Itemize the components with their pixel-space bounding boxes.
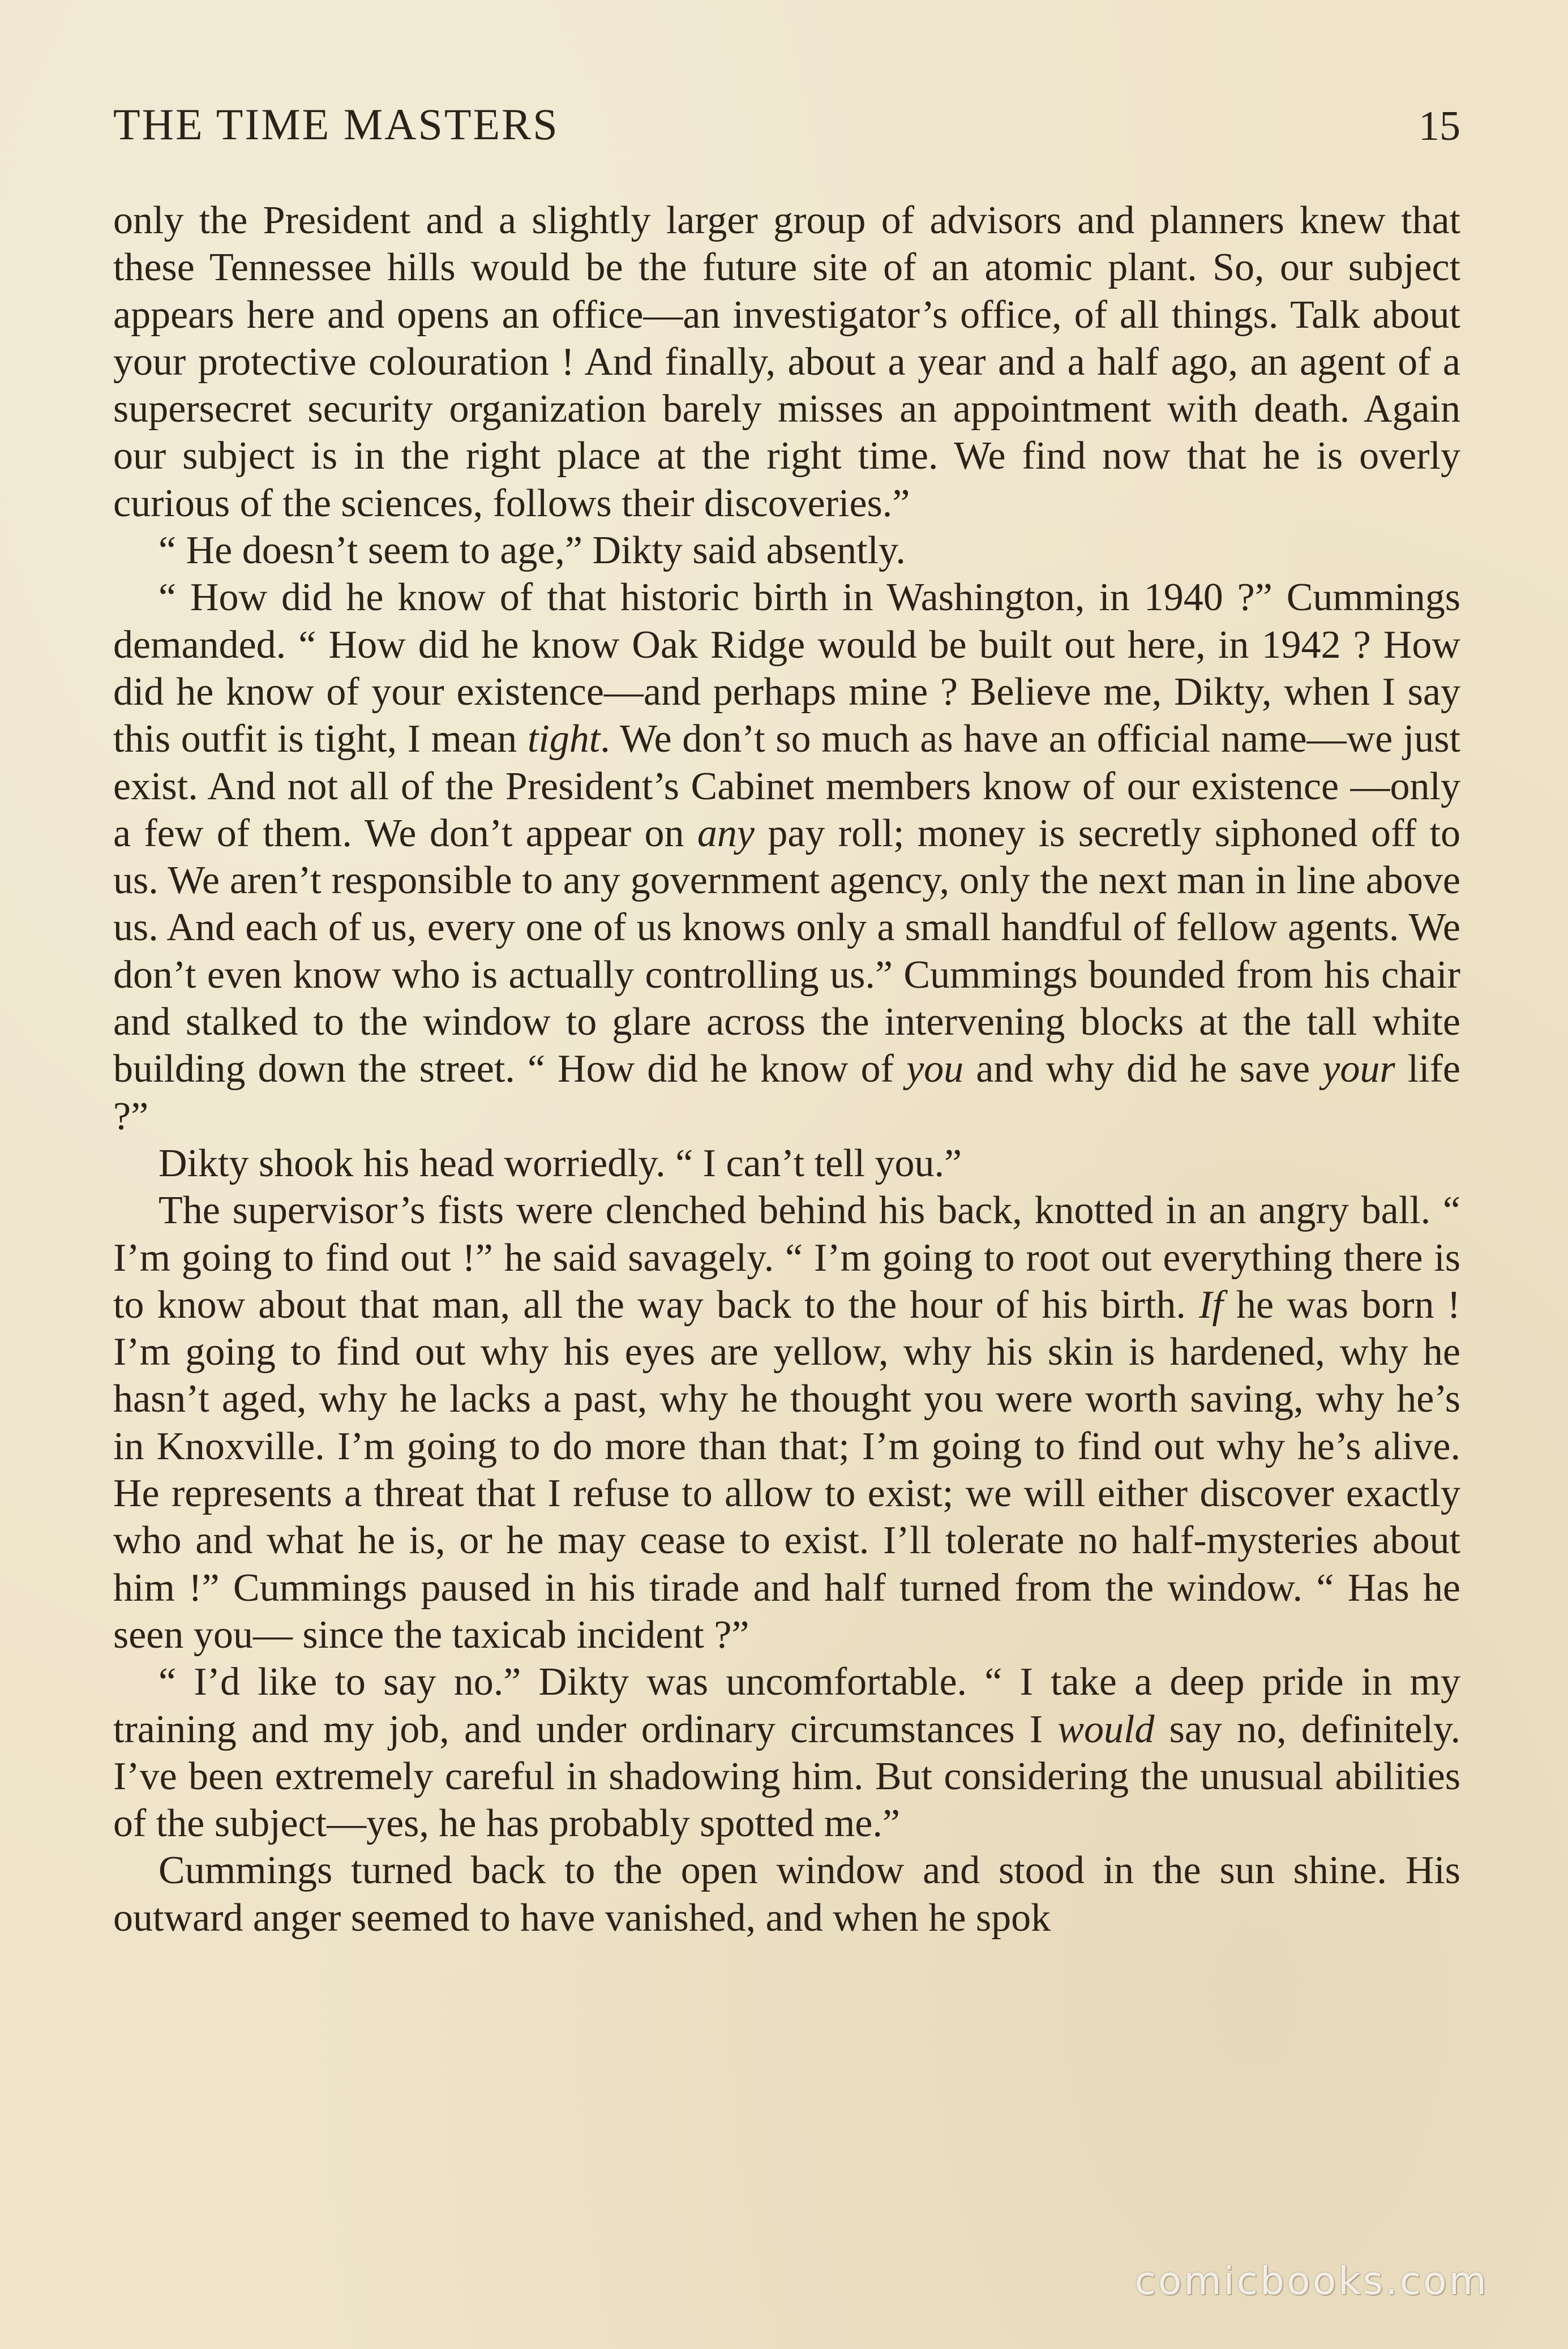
watermark: comicbooks.com	[1134, 2259, 1489, 2304]
paragraph	[113, 574, 1460, 1140]
text-run: and why did he save	[963, 1047, 1323, 1091]
paragraph	[113, 1187, 1460, 1658]
text-run: life ?”	[113, 1047, 1460, 1138]
text-run: say no, definitely. I’ve been extremely careful in shadowing him. But considering the unusual abilities of the subject—yes, he has probably spotted me.”	[113, 1707, 1460, 1846]
text-run: “ He doesn’t seem to age,” Dikty said absently.	[158, 529, 906, 573]
page-header	[113, 99, 1460, 161]
running-head: THE TIME MASTERS	[113, 100, 559, 149]
text-run: pay roll; money is secretly siphoned off to us. We aren’t responsible to any government agency, only the next man in line above us. And each of us, every one of us knows only a small handful of fellow agents. We don’t even know who is actually controlling us.” Cummings bounded from his chair and stalked to the window to glare across the intervening blocks at the tall white building down the street. “ How did he know of	[113, 811, 1461, 1091]
page-number: 15	[1419, 103, 1460, 149]
italic-text: you	[906, 1047, 964, 1091]
paragraph	[113, 527, 1460, 574]
italic-text: any	[697, 811, 755, 855]
text-run: “ How did he know of that historic birth in Washington, in 1940 ?” Cummings demanded. “ How did he know Oak Ridge would be built out here, in 1942 ? How did he know of your existence—and perhaps mine ? Believe me, Dikty, when I say this outfit is tight, I mean	[113, 576, 1460, 761]
paragraph	[113, 197, 1460, 527]
text-run: “ I’d like to say no.” Dikty was uncomfortable. “ I take a deep pride in my training and my job, and under ordinary circumstances I	[113, 1660, 1460, 1751]
italic-text: would	[1057, 1707, 1155, 1751]
text-run: . We don’t so much as have an official name—we just exist. And not all of the President’s Cabinet members know of our existence —only a few of them. We don’t appear on	[113, 717, 1460, 855]
italic-text: tight	[527, 717, 601, 761]
paragraph	[113, 1658, 1460, 1847]
paragraph	[113, 1140, 1460, 1187]
text-run: he was born ! I’m going to find out why his eyes are yellow, why his skin is hardened, why he hasn’t aged, why he lacks a past, why he thought you were worth saving, why he’s in Knoxville. I’m going to do more than that; I’m going to find out why he’s alive. He represents a threat that I refuse to allow to exist; we will either discover exactly who and what he is, or he may cease to exist. I’ll tolerate no half-mysteries about him !” Cummings paused in his tirade and half turned from the window. “ Has he seen you— since the taxicab incident ?”	[113, 1283, 1460, 1657]
paragraph	[113, 1847, 1460, 1941]
text-run: Cummings turned back to the open window and stood in the sun shine. His outward anger seemed to have vanished, and when he spok	[113, 1849, 1460, 1940]
text-run: Dikty shook his head worriedly. “ I can’t tell you.”	[158, 1141, 962, 1185]
italic-text: If	[1199, 1283, 1223, 1327]
italic-text: your	[1322, 1047, 1395, 1091]
text-run: The supervisor’s fists were clenched behind his back, knotted in an angry ball. “ I’m going to find out !” he said savagely. “ I’m going to root out everything there is to know about that man, all the way back to the hour of his birth.	[113, 1189, 1460, 1327]
body-text	[113, 197, 1460, 2224]
text-run: only the President and a slightly larger group of advisors and planners knew that these Tennessee hills would be the future site of an atomic plant. So, our subject appears here and opens an office—an investigator’s office, of all things. Talk about your protective colouration ! And finally, about a year and a half ago, an agent of a supersecret security organization barely misses an appointment with death. Again our subject is in the right place at the right time. We find now that he is overly curious of the sciences, follows their discoveries.”	[113, 199, 1460, 525]
